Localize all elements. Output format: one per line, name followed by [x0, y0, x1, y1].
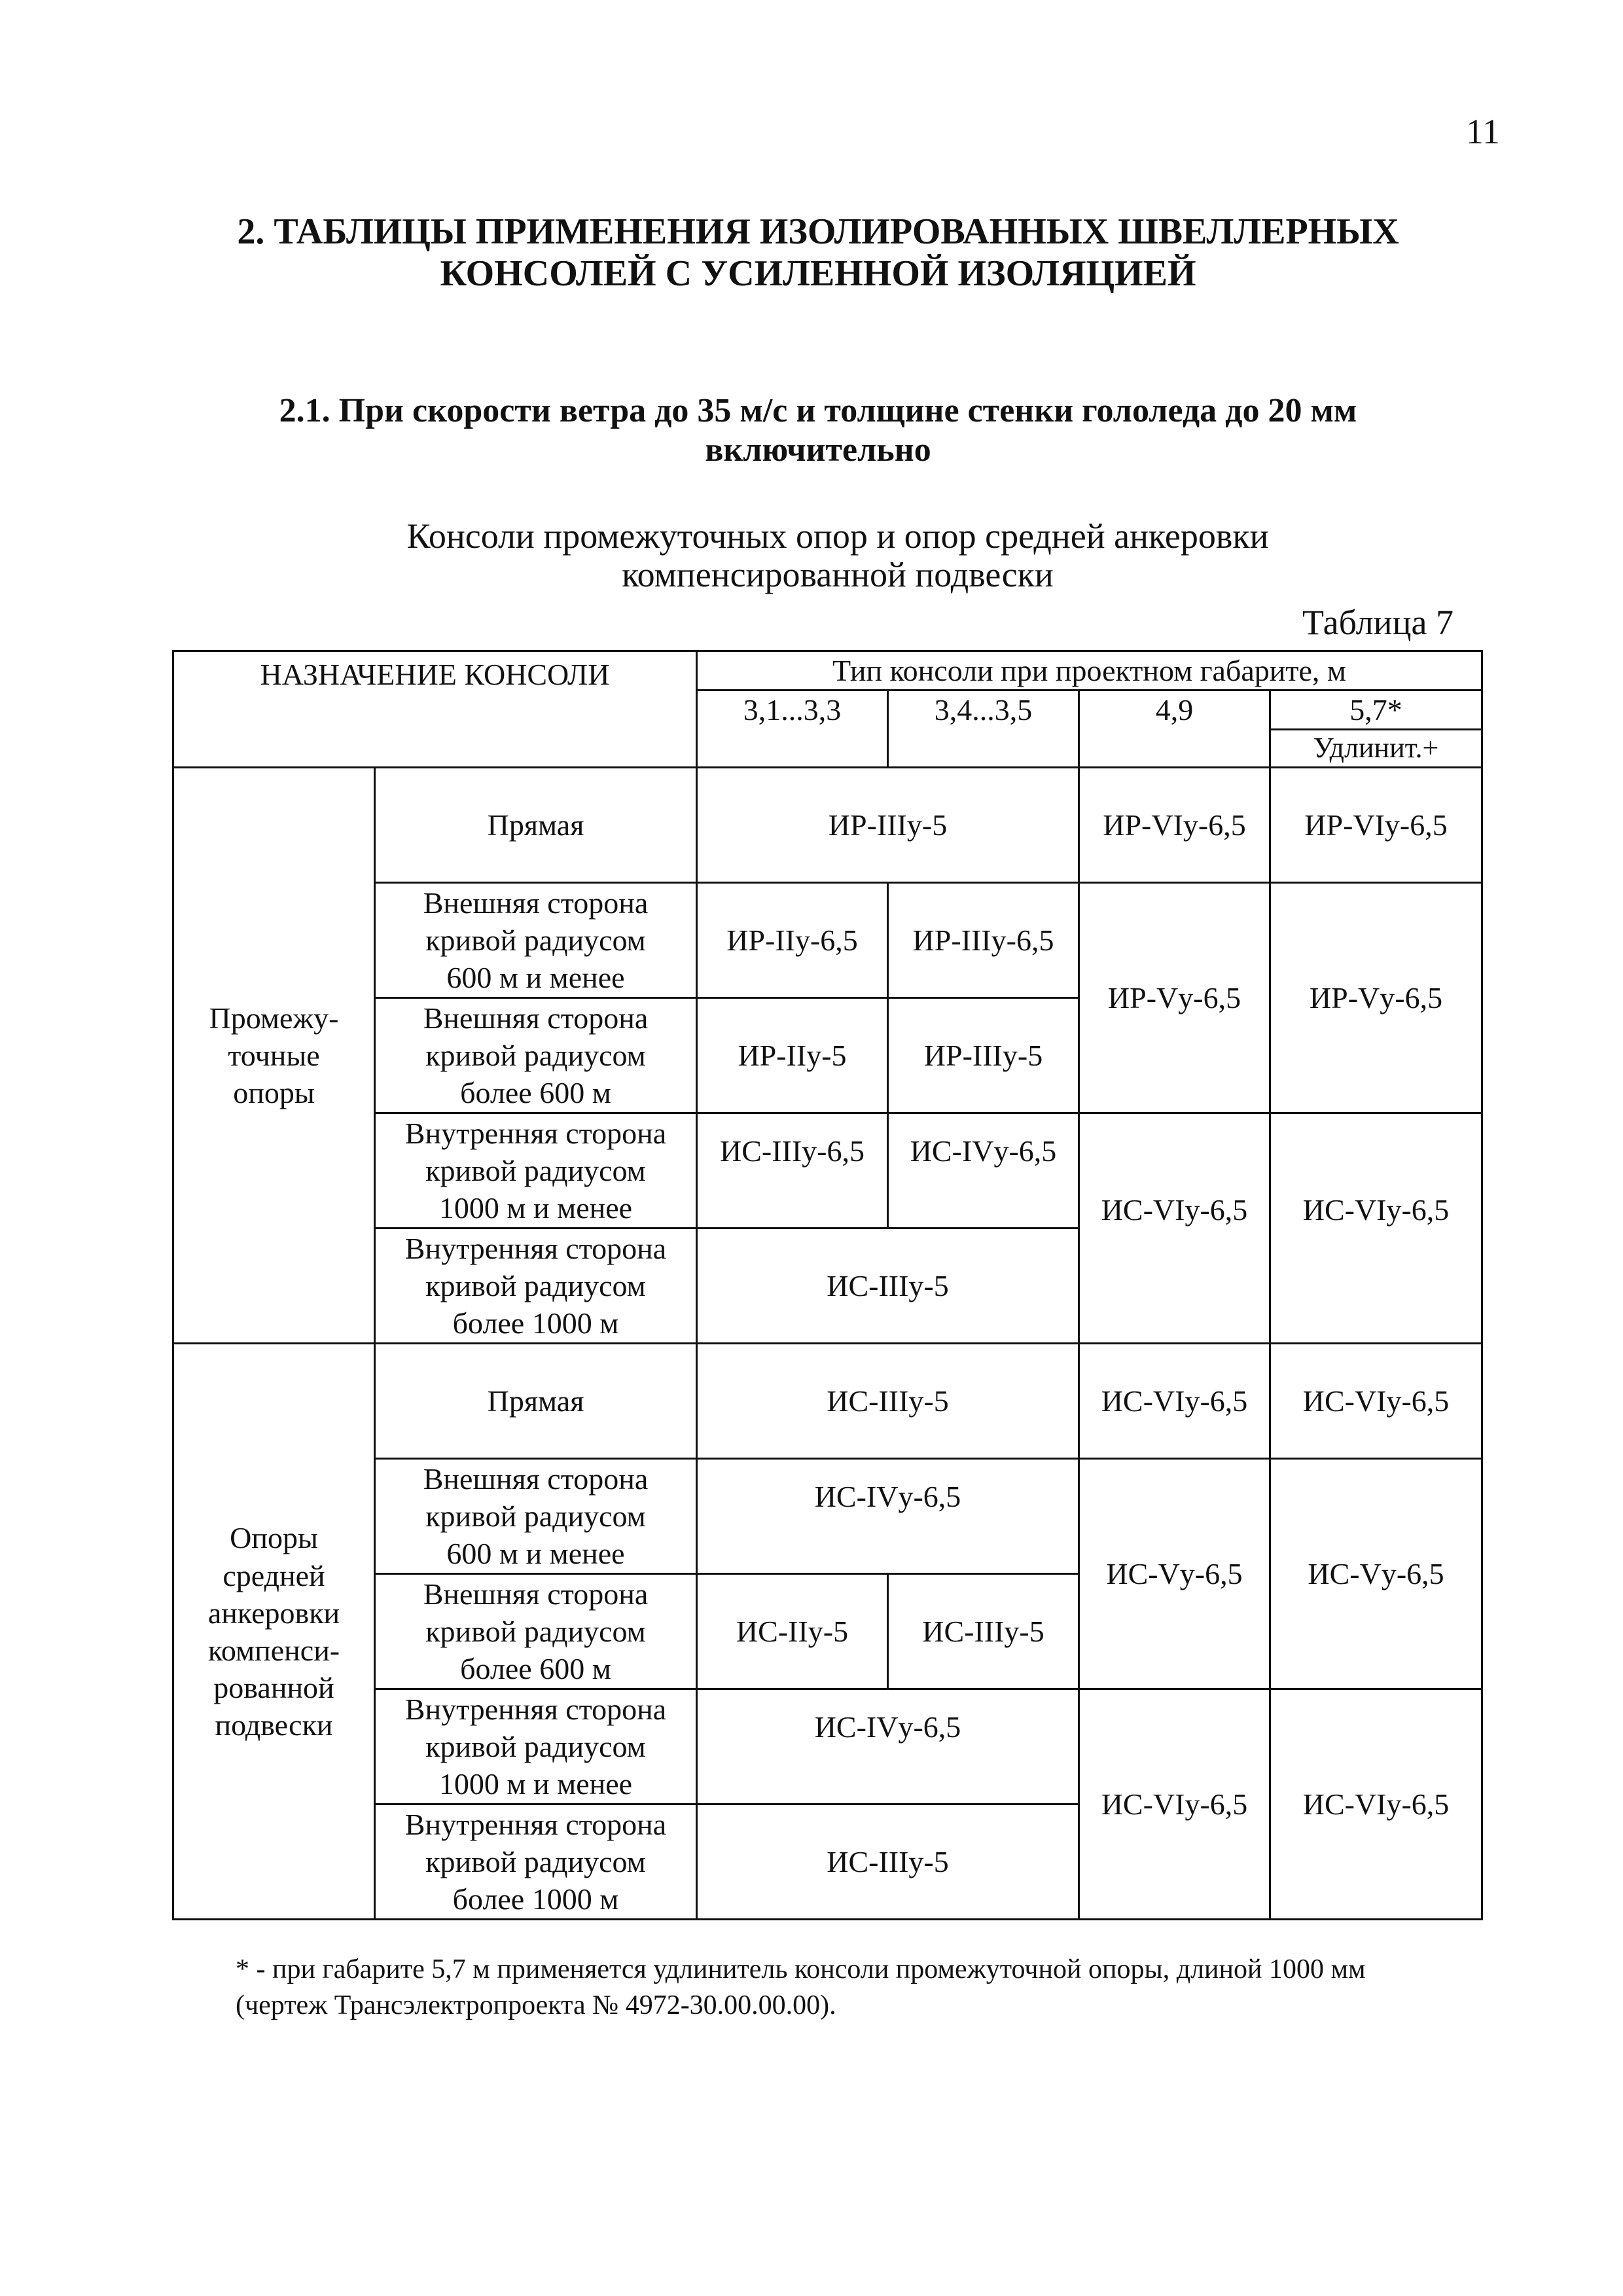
- group-label-line: точные: [228, 1039, 320, 1073]
- table-cell: ИР-VIу-6,5: [1270, 768, 1482, 883]
- table-cell: ИС-VIу-6,5: [1079, 1689, 1270, 1920]
- row-label-line: кривой радиусом: [425, 1039, 646, 1073]
- table-cell: ИС-VIу-6,5: [1270, 1113, 1482, 1344]
- row-label: [375, 1113, 697, 1229]
- group-label-line: опоры: [233, 1076, 315, 1110]
- table-caption-line: Консоли промежуточных опор и опор средней анкеровки: [406, 516, 1269, 556]
- table-cell: ИР-IIIу-6,5: [888, 883, 1079, 998]
- table-cell: ИС-IVу-6,5: [888, 1113, 1079, 1229]
- row-label-line: 600 м и менее: [446, 1537, 625, 1571]
- row-label: Прямая: [375, 1344, 697, 1459]
- row-label: Прямая: [375, 768, 697, 883]
- row-label-line: 600 м и менее: [446, 961, 625, 995]
- row-label: [375, 1459, 697, 1574]
- section-title-line: 2. ТАБЛИЦЫ ПРИМЕНЕНИЯ ИЗОЛИРОВАННЫХ ШВЕЛЛЕРНЫХ: [237, 211, 1399, 252]
- table-cell: ИС-VIу-6,5: [1270, 1344, 1482, 1459]
- row-label-line: Внутренняя сторона: [404, 1693, 667, 1727]
- row-label-line: более 1000 м: [452, 1882, 619, 1916]
- section-title-line: КОНСОЛЕЙ С УСИЛЕННОЙ ИЗОЛЯЦИЕЙ: [440, 253, 1196, 295]
- table-cell: ИС-VIу-6,5: [1270, 1689, 1482, 1920]
- footnote: [236, 1952, 1466, 2023]
- header-col-1: 3,1...3,3: [697, 691, 888, 768]
- table-cell: ИР-IIIу-5: [888, 998, 1079, 1113]
- table-row: [173, 1344, 1482, 1459]
- table-cell: ИС-Vу-6,5: [1079, 1459, 1270, 1689]
- table-cell: ИС-Vу-6,5: [1270, 1459, 1482, 1689]
- row-label-line: Внешняя сторона: [423, 1577, 649, 1611]
- footnote-line: (чертеж Трансэлектропроекта № 4972-30.00.00.00).: [236, 1990, 836, 2020]
- row-label-line: Внешняя сторона: [423, 1001, 649, 1035]
- table-cell: ИС-IIIу-5: [697, 1344, 1079, 1459]
- header-col-3: 4,9: [1079, 691, 1270, 768]
- table-cell: ИР-IIIу-5: [697, 768, 1079, 883]
- table-cell: ИР-Vу-6,5: [1079, 883, 1270, 1113]
- table-cell: ИР-Vу-6,5: [1270, 883, 1482, 1113]
- table-cell: ИР-IIу-6,5: [697, 883, 888, 998]
- subsection-title-line: включительно: [705, 431, 931, 469]
- group-label-line: Промежу-: [209, 1001, 339, 1035]
- table-cell: ИС-IIIу-5: [697, 1229, 1079, 1344]
- section-title: [196, 211, 1440, 295]
- table-cell: ИС-IIу-5: [697, 1574, 888, 1689]
- row-label-line: более 600 м: [460, 1076, 611, 1110]
- row-label-line: кривой радиусом: [425, 1154, 646, 1188]
- table-caption-line: компенсированной подвески: [622, 555, 1054, 595]
- table-cell: ИС-VIу-6,5: [1079, 1113, 1270, 1344]
- table-number: Таблица 7: [1302, 603, 1454, 642]
- subsection-title: [196, 391, 1440, 470]
- row-label-line: более 600 м: [460, 1652, 611, 1686]
- row-label-line: кривой радиусом: [425, 1499, 646, 1534]
- table-cell: ИС-IVу-6,5: [697, 1689, 1079, 1804]
- row-label-line: Внешняя сторона: [423, 886, 649, 920]
- row-label-line: кривой радиусом: [425, 1845, 646, 1879]
- table-cell: ИС-IIIу-5: [888, 1574, 1079, 1689]
- header-purpose: НАЗНАЧЕНИЕ КОНСОЛИ: [173, 651, 697, 768]
- header-col-4-sub: Удлинит.+: [1270, 730, 1482, 768]
- table-cell: ИС-IVу-6,5: [697, 1459, 1079, 1574]
- row-label-line: кривой радиусом: [425, 1730, 646, 1764]
- row-label: [375, 1689, 697, 1804]
- table-cell: ИР-VIу-6,5: [1079, 768, 1270, 883]
- table-cell: ИС-IIIу-5: [697, 1804, 1079, 1920]
- table-cell: ИС-IIIу-6,5: [697, 1113, 888, 1229]
- consoles-table: [172, 650, 1483, 1920]
- group-label-line: компенси-: [207, 1633, 340, 1667]
- group-label-line: анкеровки: [207, 1596, 340, 1630]
- row-label: [375, 1229, 697, 1344]
- row-label: [375, 1574, 697, 1689]
- table-caption: [340, 517, 1335, 595]
- page-number: 11: [1466, 112, 1500, 151]
- row-label-line: 1000 м и менее: [438, 1191, 633, 1225]
- table-cell: ИС-VIу-6,5: [1079, 1344, 1270, 1459]
- group-label-line: подвески: [215, 1708, 333, 1742]
- group-label-line: рованной: [213, 1670, 334, 1704]
- subsection-title-line: 2.1. При скорости ветра до 35 м/с и толщине стенки гололеда до 20 мм: [279, 392, 1357, 429]
- group-label-line: Опоры: [230, 1521, 318, 1555]
- row-label-line: кривой радиусом: [425, 1615, 646, 1649]
- row-label: [375, 883, 697, 998]
- row-label-line: Внутренняя сторона: [404, 1808, 667, 1842]
- row-label-line: Внутренняя сторона: [404, 1117, 667, 1151]
- header-type-group: Тип консоли при проектном габарите, м: [697, 651, 1482, 691]
- header-row: [173, 651, 1482, 691]
- table-cell: ИР-IIу-5: [697, 998, 888, 1113]
- header-col-2: 3,4...3,5: [888, 691, 1079, 768]
- row-label-line: кривой радиусом: [425, 1269, 646, 1303]
- group-label-line: средней: [223, 1558, 325, 1592]
- table-row: [173, 768, 1482, 883]
- row-label-line: более 1000 м: [452, 1306, 619, 1340]
- group-label-anchoring: [173, 1344, 375, 1920]
- row-label-line: кривой радиусом: [425, 924, 646, 958]
- row-label-line: Внутренняя сторона: [404, 1232, 667, 1266]
- row-label-line: Внешняя сторона: [423, 1462, 649, 1496]
- row-label: [375, 998, 697, 1113]
- row-label-line: 1000 м и менее: [438, 1767, 633, 1801]
- group-label-intermediate: [173, 768, 375, 1344]
- row-label: [375, 1804, 697, 1920]
- footnote-line: * - при габарите 5,7 м применяется удлинитель консоли промежуточной опоры, длиной 1000 мм: [236, 1954, 1366, 1984]
- header-col-4: 5,7*: [1270, 691, 1482, 730]
